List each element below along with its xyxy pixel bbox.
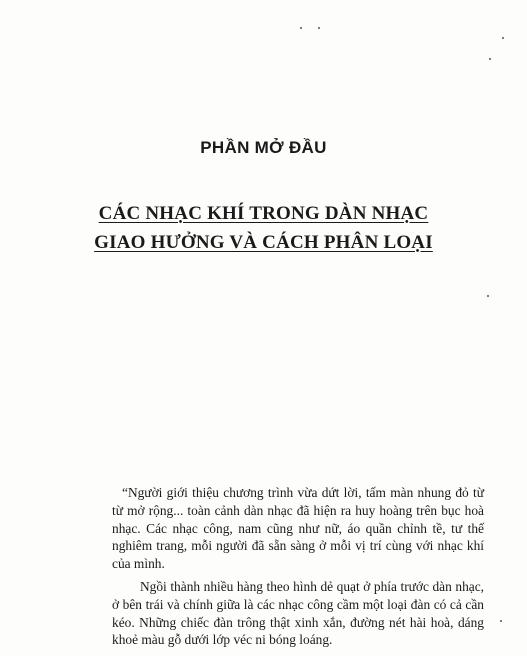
body-paragraph-1: “Người giới thiệu chương trình vừa dứt lời, tấm màn nhung đỏ từ từ mở rộng... toàn cảnh dàn nhạc đã hiện ra huy hoàng trên bục hoà nhạc. Các nhạc công, nam cũng như nữ, áo quần chỉnh tề, tư thế nghiêm trang, mỗi người đã sẵn sàng ở mỗi vị trí cùng với nhạc khí của mình. [112, 485, 484, 572]
body-paragraph-2: Ngồi thành nhiều hàng theo hình dẻ quạt ở phía trước dàn nhạc, ở bên trái và chính giữa là các nhạc công cầm một loại đàn có cả cần kéo. Những chiếc đàn trông thật xinh xắn, đường nét hài hoà, dáng khoẻ màu gỗ dưới lớp véc ni bóng loáng. [112, 579, 484, 648]
chapter-title-line-2-text: GIAO HƯỞNG VÀ CÁCH PHÂN LOẠI [94, 232, 433, 253]
chapter-title-line-1 [0, 203, 527, 225]
scan-speck [318, 27, 320, 29]
scan-speck [487, 295, 489, 297]
part-heading: PHẦN MỞ ĐẦU [200, 138, 327, 157]
scan-speck [489, 58, 491, 60]
chapter-title-line-2 [0, 232, 527, 254]
scan-speck [502, 37, 504, 39]
scan-speck [300, 27, 302, 29]
scan-speck [500, 620, 502, 622]
chapter-title-line-1-text: CÁC NHẠC KHÍ TRONG DÀN NHẠC [98, 203, 429, 224]
